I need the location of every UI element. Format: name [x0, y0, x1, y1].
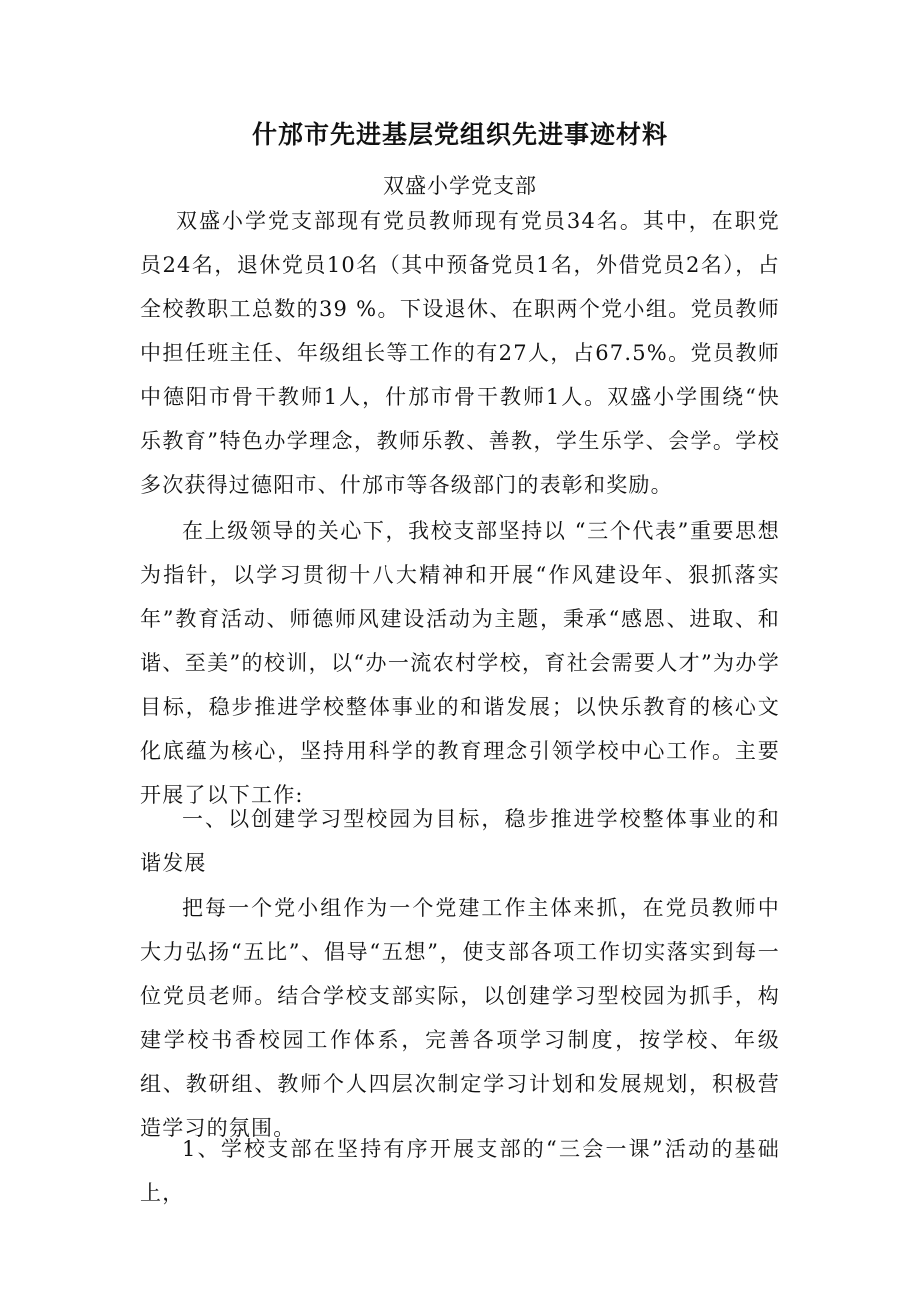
paragraph-item-1: 1、学校支部在坚持有序开展支部的“三会一课”活动的基础上， — [140, 1137, 780, 1205]
paragraph-intro: 双盛小学党支部现有党员教师现有党员34名。其中，在职党员24名，退休党员10名（其中预备党员1名，外借党员2名），占全校教职工总数的39 %。下设退休、在职两个党小组。党员教师中担任班主任、年级组长等工作的有27人，占67.5%。党员教师中德阳市骨干教师1人，什邡市骨干教师1人。双盛小学围绕“快乐教育”特色办学理念，教师乐教、善教，学生乐学、会学。学校多次获得过德阳市、什邡市等各级部门的表彰和奖励。 — [140, 209, 780, 497]
paragraph-guidelines: 在上级领导的关心下，我校支部坚持以 “三个代表”重要思想为指针，以学习贯彻十八大精神和开展“作风建设年、狠抓落实年”教育活动、师德师风建设活动为主题，秉承“感恩、进取、和谐、至美”的校训，以“办一流农村学校，育社会需要人才”为办学目标，稳步推进学校整体事业的和谐发展；以快乐教育的核心文化底蕴为核心，坚持用科学的教育理念引领学校中心工作。主要开展了以下工作: — [140, 519, 780, 807]
document-title: 什邡市先进基层党组织先进事迹材料 — [251, 120, 668, 149]
section-heading-1: 一、以创建学习型校园为目标，稳步推进学校整体事业的和谐发展 — [140, 807, 780, 875]
paragraph-party-groups: 把每一个党小组作为一个党建工作主体来抓，在党员教师中大力弘扬“五比”、倡导“五想”，使支部各项工作切实落实到每一位党员老师。结合学校支部实际，以创建学习型校园为抓手，构建学校书香校园工作体系，完善各项学习制度，按学校、年级组、教研组、教师个人四层次制定学习计划和发展规划，积极营造学习的氛围。 — [140, 896, 780, 1140]
document-subtitle: 双盛小学党支部 — [383, 174, 537, 198]
